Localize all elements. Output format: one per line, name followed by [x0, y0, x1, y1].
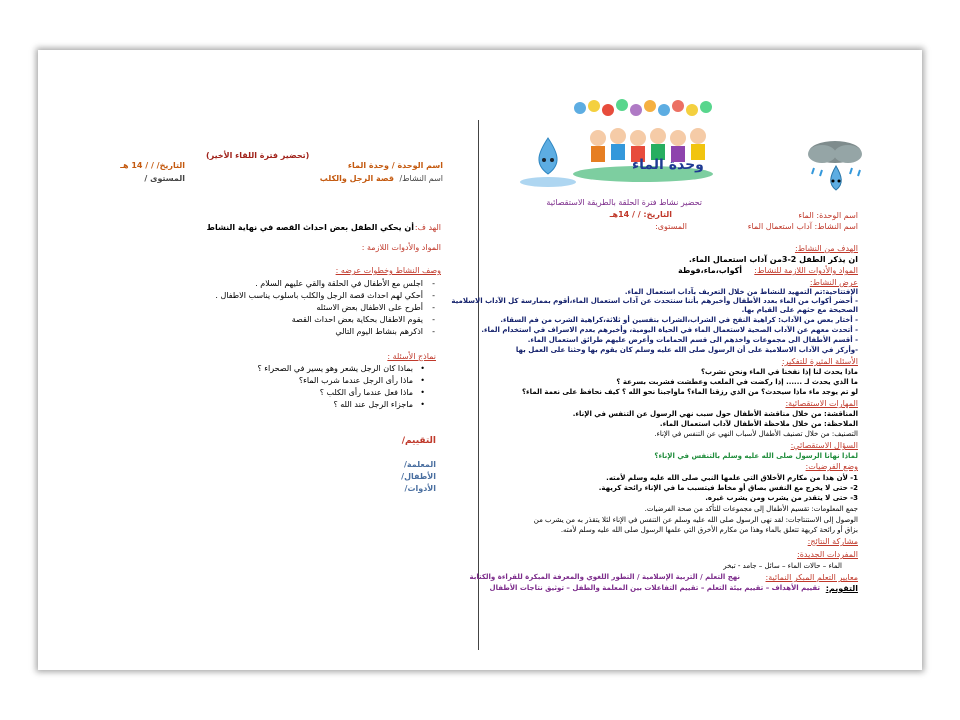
- left-date-label: التاريخ/ / / 14 هـ: [120, 161, 185, 170]
- right-hyp-line: 1- لأن هذا من مكارم الأخلاق التي علمها النبي صلى الله عليه وسلم لأمته.: [606, 474, 858, 482]
- left-activity-label: اسم النشاط/: [399, 174, 443, 183]
- right-skills-head: المهارات الاستقصائية:: [785, 399, 858, 408]
- right-present-line: -وأركز في الآداب الاسلامية على أن الرسول صلى الله عليه وسلم كان يقوم بها وحثنا على العمل بها: [515, 346, 858, 354]
- balloons-icon: [574, 99, 712, 116]
- right-collect-line: جمع المعلومات: تقسيم الأطفال إلى مجموعات للتأكد من صحة الفرضيات.: [644, 505, 858, 513]
- list-item: - اذكرهم بنشاط اليوم التالي: [215, 326, 437, 338]
- water-unit-banner: [508, 98, 718, 188]
- right-present-line: الصحيحة مع حثهم على القيام بها.: [741, 306, 858, 314]
- left-eval-label: التقييم/: [401, 436, 436, 446]
- left-eval-children: الأطفال/: [401, 472, 436, 481]
- puddle-icon: [520, 177, 576, 187]
- left-activity-name: قصة الرجل والكلب: [319, 174, 394, 183]
- right-present-line: الإفتتاحية:تم التمهيد للنشاط من خلال التعريف بآداب استعمال الماء.: [624, 288, 858, 296]
- right-unit-label: اسم الوحدة: الماء: [798, 211, 858, 220]
- left-level-label: المستوى /: [144, 174, 185, 183]
- left-questions-label: نماذج الأسئلة :: [387, 352, 436, 361]
- left-top-title: (تحضير فترة اللقاء الأخير): [206, 151, 310, 160]
- rain-cloud-icon: [800, 138, 870, 198]
- right-hyp-head: وضع الفرضيات:: [805, 462, 858, 471]
- right-subtitle: تحضير نشاط فترة الحلقة بالطريقة الاستقصائية: [546, 198, 702, 207]
- right-skills-line: الملاحظة: من خلال ملاحظة الأطفال لآداب استعمال الماء.: [659, 420, 858, 428]
- list-item: - اجلس مع الأطفال في الحلقة والقي عليهم السلام .: [215, 278, 437, 290]
- right-vocab-head: المفردات الجديدة:: [797, 550, 858, 559]
- list-item: • بماذا كان الرجل يشعر وهو يسير في الصحراء ؟: [257, 363, 427, 375]
- list-item: • ماذا رأى الرجل عندما شرب الماء؟: [257, 375, 427, 387]
- right-materials-head: المواد والأدوات اللازمة للنشاط:: [754, 266, 858, 275]
- right-date-label: التاريخ: / / 14هـ: [609, 210, 672, 219]
- left-steps-label: وصف النشاط وخطوات عرضه :: [335, 266, 441, 275]
- right-share-head: مشاركة النتائج:: [807, 537, 858, 546]
- right-std-text: نهج التعلم / التربية الإسلامية / التطور اللغوي والمعرفة المبكرة للقراءة والكتابة: [469, 573, 740, 581]
- right-q-line: ما الذي يحدث لـ ...... إذا ركضت في الملعب وعطشت فشربت بسرعة ؟: [616, 378, 858, 386]
- list-item: - أحكي لهم احداث قصة الرجل والكلب باسلوب يناسب الاطفال .: [215, 290, 437, 302]
- banner-title: وحدة الماء: [632, 157, 704, 173]
- right-evalr-head: التقويم:: [825, 584, 858, 593]
- right-q-line: لو تم يوجد ماء ماذا سيحدث؟ من الذي رزقنا الماء؟ ماواجبنا نحو الله ؟ كيف نحافظ على نعمة الماء؟: [522, 388, 858, 396]
- right-level-label: المستوى:: [655, 222, 687, 231]
- right-q-line: ماذا يحدث لنا إذا نفخنا في الماء ونحن نشرب؟: [700, 368, 858, 376]
- left-unit-label: اسم الوحدة / وحدة الماء: [347, 161, 443, 170]
- water-drop-icon: [539, 138, 557, 174]
- right-iq-text: لماذا نهانا الرسول صلى الله عليه وسلم بالتنفس في الإناء؟: [654, 452, 858, 460]
- right-skills-line: المناقشة: من خلال مناقشة الأطفال حول سبب نهي الرسول عن التنفس في الإناء.: [572, 410, 858, 418]
- left-goal-label: الهد ف:: [414, 223, 441, 232]
- right-present-line: - أحضر أكواب من الماء بعدد الأطفال وأخبرهم بأننا سنتحدث عن آداب استعمال الماء،أقوم بممارسة كل الآداب الاسلامية: [451, 297, 858, 305]
- left-materials-label: المواد والأدوات اللازمة :: [361, 243, 441, 252]
- list-item: • ماجزاء الرجل عند الله ؟: [257, 399, 427, 411]
- right-evalr-text: تقييم الأهداف – تقييم بيئة التعلم – تقييم التفاعلات بين المعلمة والطفل – توثيق نتاجات الأطفال: [489, 584, 820, 592]
- right-std-head: معايير التعلم المبكر النمائية:: [765, 573, 858, 582]
- list-item: - أطرح على الاطفال بعض الاسئله: [215, 302, 437, 314]
- list-item: • ماذا فعل عندما رأى الكلب ؟: [257, 387, 427, 399]
- left-questions-list: [257, 363, 427, 411]
- left-steps-list: [215, 278, 437, 338]
- right-concl-line: الوصول إلى الاستنتاجات: لقد نهى الرسول صلى الله عليه وسلم عن التنفس في الإناء لئلا يتقذر به من يشرب من: [533, 516, 858, 524]
- right-materials-text: أكواب،ماء،فوطة: [678, 266, 742, 275]
- right-concl-line: بزاق أو رائحة كريهة تتعلق بالماء وهذا من مكارم الأخرق التي علمها الرسول صلى الله عليه وسلم لأمته.: [560, 526, 858, 534]
- column-divider: [478, 120, 479, 650]
- right-skills-line: التصنيف: من خلال تصنيف الأطفال لأسباب النهي عن التنفس في الإناء.: [654, 430, 858, 438]
- left-eval-teacher: المعلمة/: [403, 460, 436, 469]
- right-vocab-text: الماء – حالات الماء – سائل – جامد - تبخر: [723, 562, 842, 570]
- left-eval-tools: الأدوات/: [404, 484, 436, 493]
- right-present-head: عرض النشاط:: [809, 278, 858, 287]
- right-q-head: الأسئلة المثيرة للتفكير:: [781, 357, 858, 366]
- document-page: [38, 50, 922, 670]
- right-goal-text: ان يذكر الطفل 2-3من آداب استعمال الماء.: [688, 255, 858, 264]
- right-hyp-line: 2- حتى لا يخرج مع النفس بصاق أو مخاط فيتسبب ما في الإناء رائحة كريهة.: [598, 484, 858, 492]
- list-item: - يقوم الاطفال بحكاية بعض احداث القصة: [215, 314, 437, 326]
- left-goal-text: أن يحكي الطفل بعض احداث القصه في نهاية النشاط: [206, 223, 414, 232]
- right-iq-head: السؤال الاستقصائي:: [790, 441, 858, 450]
- right-present-line: - أتحدث معهم عن الآداب الصحية لاستعمال الماء في الحياة اليومية، وأخبرهم بعدم الاسراف في استخدام الماء.: [481, 326, 858, 334]
- right-hyp-line: 3- حتى لا يتقذر من يشرب ومن يشرب غيره.: [705, 494, 858, 502]
- right-goal-head: الهدف من النشاط:: [794, 244, 858, 253]
- right-activity-label: اسم النشاط: آداب استعمال الماء: [747, 222, 858, 231]
- right-present-line: - أقسم الأطفال الى مجموعات واخذهم الى قسم الحمامات وأعرض عليهم طرائق استعمال الماء.: [527, 336, 858, 344]
- right-present-line: - أختار بعض من الآداب: كراهية النفخ في الشراب،الشراب بنفسين أو ثلاثة،كراهية الشرب من فم السقاء.: [500, 316, 858, 324]
